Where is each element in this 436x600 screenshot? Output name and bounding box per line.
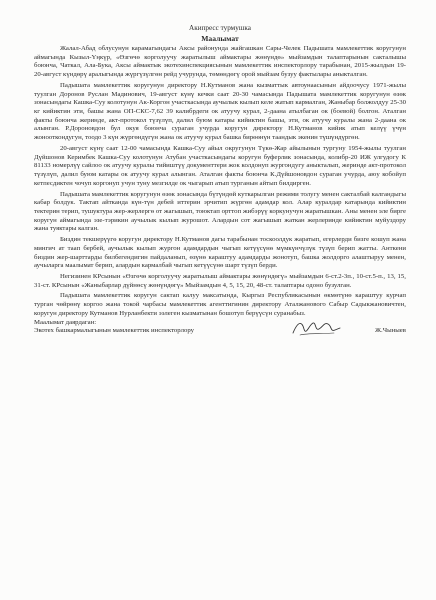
- paragraph-2: Падышата мамлекеттик коругунун директору Н.Кутманов жана кызматтык автоунаасынын айдоочусу 1971-жылы туулган Доронов Руслан Мадинович, 19-август күнү кечки саат 20-30 чамасында Падышата мамлекеттик коругунун өзөк зонасындагы Кашка-Суу колотунун Ак-Коргон участкасында аучылык кылып келе жатып кармалган, Жаныбар болжолдуу 25-30 кг кийиктин эти, башы жана ОП-СКС-7,62 39 калибрдеги ок атуучу курал, 2-даана атылбаган ок (боевой) болгон. Аталган факты боюнча жеринде, акт-протокол түзүлүп, далил буюм катары кийиктин башы, эти, ок атуучу куралы жана 2-даана ок алынган. Р.Дороновдон бул окуя боюнча сураган учурда коругун директору Н.Кутманов кийик атып келүү үчүн жонооткондугун, тоодо 3 күн жүргөндүгүн жана ок атуучу курал башка бирөөнүн таандык экенин түшүндүргөн.: [34, 81, 406, 142]
- paragraph-6: Негизинен КРсынын «Өзгөчө корголуучу жаратылыш аймактары жөнүндөгү» мыйзамдын 6-ст.2-3п., 10-ст.5-п., 13, 15, 31-ст. КРсынын «Жаныбарлар дүйнөсү жөнүндөгү» Мыйзамдын 4, 5, 15, 20, 48-ст. талаптары одоно бузулган.: [34, 272, 406, 289]
- signature-block: [34, 319, 406, 336]
- paragraph-4: Падышата мамлекеттик коругунун өзөк зонасында бүтүндөй куткарылган режими толугу менен сакталбай калгандыгы кабар болдук. Тактап айтканда күн-түн дебей иттерин эрчитип жүргөн адамдар кол. Алар куралдар катарында кийиктин тектерин терип, тушуктура жер-жерлергө от жагышып, тоюктап орттоп жибэрүү коркунучун жаратышкан. Аны менен эле бирге коругун аймагында эзе-тэрикин аучылык кылып журошот. Алардын сот жагышып жаткан жерлеринде кийиктин муйуздору жана туяктары калган.: [34, 190, 406, 233]
- paragraph-3: 20-август күнү саат 12-00 чамасында Кашка-Суу айыл округунун Түкө-Жар айылынын тургуну 1954-жылы туулган Дүйшонов Керимбек Кашка-Суу колотунун Атубан участкасындагы коругун буферлик зонасында, колибр-20 ИЖ улгудогу К 81133 номерлүү сайлоо ок атуучу куралы тийиштүү документтери жок колдонуп жургондугу аныкталып, жеринде акт-протокол түзүлүп, далил буюм катары ок атуучу курал алынган. Аталган факты боюнча К.Дүйшоновдон сураган учурда, аюу кобойуп кетпесдиктен чочуп коргонуп учун туну мезгилде ок чыгарып атып турганын айтып билдирген.: [34, 144, 406, 187]
- doc-title: Маалымат: [201, 34, 239, 43]
- signatory-name: Ж.Чыныев: [375, 327, 406, 335]
- paragraph-7: Падышата мамлекеттик коругун сактап калуу максатында, Кыргыз Республикасынын өкмөтүнө караштуу курчап турган чөйрөнү коргоо жана токой чарбасы мамлекеттик агенттигинин директору Аталжанового Сабыр Садыкжановичтен, коругун директору Кутманов Нурланбекти ээлеген кызматынан бошотуп берүүсүн суранабыз.: [34, 292, 406, 317]
- paragraph-1: Жалал-Абад облусунун карамагындагы Аксы районунда жайгашкан Сары-Челек Падышата мамлекеттик коругунун аймагында Кызыл-Үңкүр, «Өзгөчө корголуучу жаратылыш аймактары жөнүндө» мыйзамдын талаптарынын сакталышы боюнча, Чаткал, Ала-Бука, Аксы аймактык экотехинспекциясынын мамлекеттик инспекторлору тарабынан, 2015-жылдын 19-20-август күндөрү аралыгында жүргүзүлгөн рейд учурунда, төмөндөгү орой мыйзам бузуу фактылары аныкталган.: [34, 45, 406, 79]
- handwritten-signature: [290, 317, 342, 339]
- signatory-title: Экотех башкармалыгынын мамлекеттик инспекторлору: [34, 327, 194, 335]
- paragraph-5: Биздин текшерүүгө коругун директору Н.Кутманов дагы тарабынан тоскоолдук жаратып, егерлерди бизге кошуп жана мингич ат таап бербей, аучылык кылып жургон адамдардын чыгып кетүүсүнө мүмкүнчүлүк түзүп берип жатты. Анткени биздин жер-шарттарды билбегендигин пайдаланып, өзүнө караштуу адамдарды жонотуп, башка жолдорго алаштыруу менен, аучыларга маалымат берип, алардын кармалбай чыгып кетүүсүнө шарт түзүп берди.: [34, 236, 406, 270]
- doc-header: Акипресс турмушка: [189, 24, 251, 32]
- signatory-line: [34, 327, 406, 336]
- closing-line: Маалымат даярдаган:: [34, 318, 97, 326]
